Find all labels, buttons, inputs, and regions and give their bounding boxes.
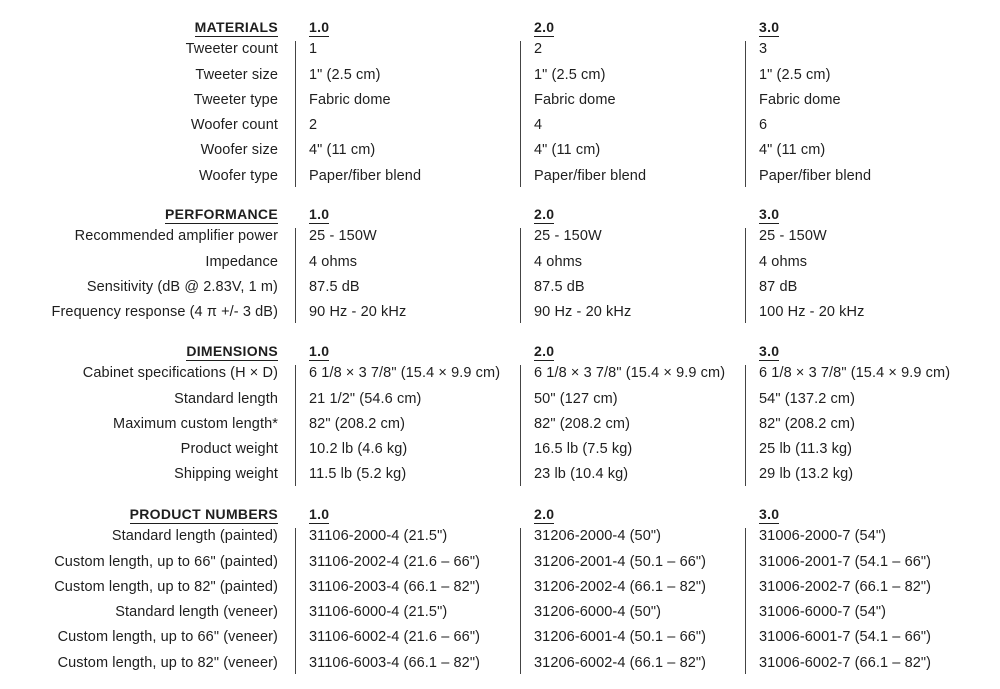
column-header-0 xyxy=(309,336,329,361)
spec-value: 4 xyxy=(534,117,543,134)
spec-row xyxy=(0,300,1000,325)
spec-row xyxy=(0,412,1000,437)
spec-value: 16.5 lb (7.5 kg) xyxy=(534,441,633,458)
spec-label: Custom length, up to 66" (painted) xyxy=(54,553,278,570)
spec-value: Fabric dome xyxy=(759,91,841,108)
spec-value: 10.2 lb (4.6 kg) xyxy=(309,441,408,458)
section-title xyxy=(195,12,278,37)
spec-label: Impedance xyxy=(205,253,278,270)
column-header-0 xyxy=(309,199,329,224)
spec-value: 23 lb (10.4 kg) xyxy=(534,466,629,483)
spec-value: Fabric dome xyxy=(534,91,616,108)
section-header xyxy=(0,336,1000,361)
spec-value: 6 1/8 × 3 7/8" (15.4 × 9.9 cm) xyxy=(534,365,726,382)
spec-value: 4" (11 cm) xyxy=(309,142,376,159)
spec-value: 4 ohms xyxy=(534,253,583,270)
model-label: 2.0 xyxy=(534,506,555,522)
spec-value: 2 xyxy=(309,117,318,134)
spec-value: 54" (137.2 cm) xyxy=(759,390,856,407)
spec-value: 82" (208.2 cm) xyxy=(534,415,631,432)
spec-value: Paper/fiber blend xyxy=(759,167,872,184)
column-divider xyxy=(745,41,746,187)
model-label: 3.0 xyxy=(759,343,780,359)
spec-value: 31106-6002-4 (21.6 – 66") xyxy=(309,629,481,646)
spec-value: 4 ohms xyxy=(759,253,808,270)
section-dimensions xyxy=(0,336,1000,488)
spec-value: 1" (2.5 cm) xyxy=(534,66,606,83)
spec-value: 90 Hz - 20 kHz xyxy=(309,304,407,321)
spec-value: Paper/fiber blend xyxy=(534,167,647,184)
spec-value: 31006-2001-7 (54.1 – 66") xyxy=(759,553,932,570)
spec-label: Custom length, up to 66" (veneer) xyxy=(57,629,278,646)
spec-label: Sensitivity (dB @ 2.83V, 1 m) xyxy=(86,278,278,295)
spec-label: Shipping weight xyxy=(174,466,278,483)
model-label: 2.0 xyxy=(534,343,555,359)
column-divider xyxy=(520,228,521,323)
spec-value: 2 xyxy=(534,41,543,58)
spec-label: Standard length xyxy=(174,390,278,407)
spec-value: 31006-2002-7 (66.1 – 82") xyxy=(759,578,932,595)
column-header-1 xyxy=(534,199,554,224)
spec-label: Standard length (painted) xyxy=(111,528,278,545)
spec-value: 31106-6000-4 (21.5") xyxy=(309,604,448,621)
spec-value: 100 Hz - 20 kHz xyxy=(759,304,865,321)
spec-value: 25 lb (11.3 kg) xyxy=(759,441,853,458)
section-header xyxy=(0,12,1000,37)
spec-row xyxy=(0,224,1000,249)
section-title xyxy=(130,499,278,524)
spec-label: Standard length (veneer) xyxy=(115,604,278,621)
spec-value: Fabric dome xyxy=(309,91,391,108)
spec-row xyxy=(0,524,1000,549)
column-header-2 xyxy=(759,336,779,361)
spec-value: 31206-6001-4 (50.1 – 66") xyxy=(534,629,707,646)
column-header-2 xyxy=(759,499,779,524)
spec-row xyxy=(0,575,1000,600)
spec-value: 4" (11 cm) xyxy=(759,142,826,159)
model-label: 2.0 xyxy=(534,19,555,35)
column-divider xyxy=(295,41,296,187)
spec-value: 4 ohms xyxy=(309,253,358,270)
section-header xyxy=(0,199,1000,224)
spec-value: 87.5 dB xyxy=(534,278,585,295)
model-label: 3.0 xyxy=(759,19,780,35)
spec-row xyxy=(0,387,1000,412)
spec-value: 6 1/8 × 3 7/8" (15.4 × 9.9 cm) xyxy=(309,365,501,382)
spec-value: 31006-2000-7 (54") xyxy=(759,528,887,545)
spec-row xyxy=(0,462,1000,487)
spec-value: 25 - 150W xyxy=(759,228,827,245)
spec-value: Paper/fiber blend xyxy=(309,167,422,184)
spec-row xyxy=(0,600,1000,625)
spec-value: 31206-6002-4 (66.1 – 82") xyxy=(534,654,707,671)
spec-row xyxy=(0,625,1000,650)
column-divider xyxy=(520,41,521,187)
spec-row xyxy=(0,63,1000,88)
model-label: 1.0 xyxy=(309,206,330,222)
spec-value: 31106-2003-4 (66.1 – 82") xyxy=(309,578,481,595)
column-header-1 xyxy=(534,499,554,524)
spec-value: 87 dB xyxy=(759,278,798,295)
section-title-text: PRODUCT NUMBERS xyxy=(129,506,278,522)
model-label: 1.0 xyxy=(309,343,330,359)
spec-value: 31206-2002-4 (66.1 – 82") xyxy=(534,578,707,595)
spec-label: Tweeter type xyxy=(193,91,278,108)
spec-value: 1 xyxy=(309,41,318,58)
column-divider xyxy=(520,528,521,674)
model-label: 3.0 xyxy=(759,206,780,222)
spec-row xyxy=(0,88,1000,113)
spec-label: Woofer size xyxy=(200,142,278,159)
spec-label: Custom length, up to 82" (painted) xyxy=(54,578,278,595)
spec-row xyxy=(0,550,1000,575)
spec-value: 31006-6002-7 (66.1 – 82") xyxy=(759,654,932,671)
column-header-0 xyxy=(309,12,329,37)
spec-row xyxy=(0,250,1000,275)
section-performance xyxy=(0,199,1000,325)
column-divider xyxy=(745,528,746,674)
column-header-1 xyxy=(534,336,554,361)
spec-label: Product weight xyxy=(180,441,278,458)
spec-label: Maximum custom length* xyxy=(113,415,278,432)
section-title xyxy=(186,336,278,361)
section-materials xyxy=(0,12,1000,189)
spec-row xyxy=(0,164,1000,189)
spec-row xyxy=(0,138,1000,163)
model-label: 3.0 xyxy=(759,506,780,522)
spec-label: Frequency response (4 π +/- 3 dB) xyxy=(51,304,278,321)
spec-value: 31006-6001-7 (54.1 – 66") xyxy=(759,629,932,646)
spec-value: 21 1/2" (54.6 cm) xyxy=(309,390,422,407)
spec-value: 1" (2.5 cm) xyxy=(309,66,381,83)
spec-value: 31006-6000-7 (54") xyxy=(759,604,887,621)
model-label: 1.0 xyxy=(309,506,330,522)
column-divider xyxy=(745,365,746,486)
spec-row xyxy=(0,275,1000,300)
column-divider xyxy=(295,365,296,486)
spec-row xyxy=(0,113,1000,138)
section-title-text: PERFORMANCE xyxy=(165,206,278,222)
spec-row xyxy=(0,361,1000,386)
spec-value: 6 xyxy=(759,117,768,134)
spec-label: Tweeter size xyxy=(195,66,278,83)
column-header-1 xyxy=(534,12,554,37)
spec-value: 29 lb (13.2 kg) xyxy=(759,466,854,483)
spec-label: Custom length, up to 82" (veneer) xyxy=(57,654,278,671)
column-header-0 xyxy=(309,499,329,524)
spec-value: 3 xyxy=(759,41,768,58)
spec-row xyxy=(0,437,1000,462)
spec-value: 50" (127 cm) xyxy=(534,390,618,407)
section-title-text: DIMENSIONS xyxy=(186,343,278,359)
spec-value: 87.5 dB xyxy=(309,278,360,295)
spec-value: 25 - 150W xyxy=(534,228,602,245)
section-title-text: MATERIALS xyxy=(194,19,278,35)
spec-value: 31206-2000-4 (50") xyxy=(534,528,662,545)
spec-label: Woofer count xyxy=(190,117,278,134)
column-header-2 xyxy=(759,12,779,37)
spec-value: 1" (2.5 cm) xyxy=(759,66,831,83)
spec-value: 82" (208.2 cm) xyxy=(309,415,406,432)
spec-value: 25 - 150W xyxy=(309,228,377,245)
spec-label: Cabinet specifications (H × D) xyxy=(82,365,278,382)
spec-label: Woofer type xyxy=(198,167,278,184)
spec-value: 31106-2000-4 (21.5") xyxy=(309,528,448,545)
column-divider xyxy=(745,228,746,323)
spec-value: 31206-6000-4 (50") xyxy=(534,604,662,621)
spec-value: 31106-6003-4 (66.1 – 82") xyxy=(309,654,481,671)
spec-value: 90 Hz - 20 kHz xyxy=(534,304,632,321)
spec-value: 31206-2001-4 (50.1 – 66") xyxy=(534,553,707,570)
column-divider xyxy=(520,365,521,486)
section-title xyxy=(165,199,278,224)
spec-row xyxy=(0,651,1000,676)
spec-label: Tweeter count xyxy=(185,41,278,58)
column-header-2 xyxy=(759,199,779,224)
spec-row xyxy=(0,37,1000,62)
section-product-numbers xyxy=(0,499,1000,676)
spec-value: 31106-2002-4 (21.6 – 66") xyxy=(309,553,481,570)
spec-value: 11.5 lb (5.2 kg) xyxy=(309,466,407,483)
column-divider xyxy=(295,528,296,674)
section-header xyxy=(0,499,1000,524)
model-label: 2.0 xyxy=(534,206,555,222)
spec-value: 6 1/8 × 3 7/8" (15.4 × 9.9 cm) xyxy=(759,365,951,382)
column-divider xyxy=(295,228,296,323)
spec-label: Recommended amplifier power xyxy=(74,228,278,245)
spec-value: 82" (208.2 cm) xyxy=(759,415,856,432)
model-label: 1.0 xyxy=(309,19,330,35)
spec-value: 4" (11 cm) xyxy=(534,142,601,159)
